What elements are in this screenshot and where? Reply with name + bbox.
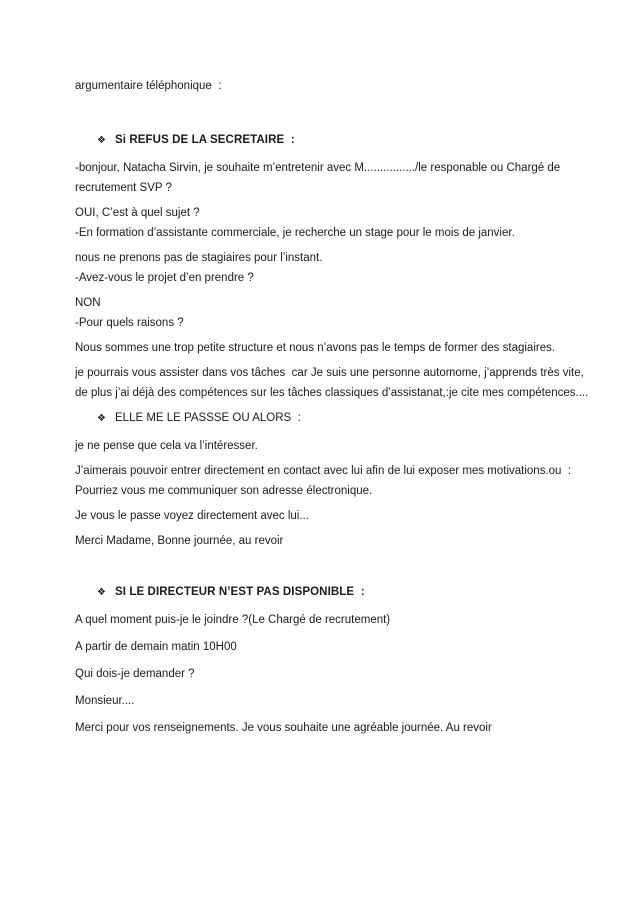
text-line: Qui dois-je demander ?	[75, 668, 195, 680]
heading-text: Si REFUS DE LA SECRETAIRE :	[115, 134, 295, 146]
paragraph-pas-de-stagiaires	[75, 248, 583, 288]
diamond-bullet-icon: ❖	[97, 135, 106, 146]
text-line: NON	[75, 297, 101, 309]
text-line: -Pour quels raisons ?	[75, 317, 184, 329]
text-line: -bonjour, Natacha Sirvin, je souhaite m’entretenir avec M................/le responable ou Chargé de	[75, 162, 561, 174]
diamond-bullet-icon: ❖	[97, 413, 106, 424]
heading-text: ELLE ME LE PASSSE OU ALORS :	[115, 412, 301, 424]
text-line: Je vous le passe voyez directement avec lui...	[75, 510, 309, 522]
paragraph-je-ne-pense	[75, 436, 583, 456]
paragraph-je-vous-le-passe	[75, 506, 583, 526]
paragraph-merci-madame	[75, 531, 583, 551]
paragraph-intro	[75, 76, 583, 96]
empty-paragraph-gap	[75, 556, 583, 582]
paragraph-oui-sujet	[75, 203, 583, 243]
text-line: J’aimerais pouvoir entrer directement en contact avec lui afin de lui exposer mes motivations.ou :	[75, 465, 572, 477]
text-line: de plus j’ai déjà des compétences sur les tâches classiques d’assistanat,:je cite mes compétences....	[75, 387, 589, 399]
paragraph-a-quel-moment	[75, 610, 583, 630]
diamond-bullet-icon: ❖	[97, 587, 106, 598]
paragraph-a-partir	[75, 637, 583, 657]
text-line: Merci Madame, Bonne journée, au revoir	[75, 535, 284, 547]
text-line: Monsieur....	[75, 695, 135, 707]
text-line: recrutement SVP ?	[75, 182, 172, 194]
text-line: -En formation d’assistante commerciale, je recherche un stage pour le mois de janvier.	[75, 227, 515, 239]
text-line: -Avez-vous le projet d’en prendre ?	[75, 272, 254, 284]
paragraph-je-pourrais	[75, 363, 589, 403]
paragraph-merci-renseignements	[75, 718, 583, 738]
paragraph-qui-demander	[75, 664, 583, 684]
text-line: A quel moment puis-je le joindre ?(Le Chargé de recrutement)	[75, 614, 391, 626]
paragraph-jaimerais	[75, 461, 583, 501]
heading-text: SI LE DIRECTEUR N’EST PAS DISPONIBLE :	[115, 586, 365, 598]
section-heading-directeur	[75, 582, 583, 603]
text-line: Nous sommes une trop petite structure et nous n’avons pas le temps de former des stagiaires.	[75, 342, 556, 354]
text-line: A partir de demain matin 10H00	[75, 641, 237, 653]
text-line: Merci pour vos renseignements. Je vous souhaite une agréable journée. Au revoir	[75, 722, 492, 734]
section-heading-refus-secretaire	[75, 130, 583, 151]
empty-paragraph-gap	[75, 101, 583, 130]
paragraph-petite-structure	[75, 338, 583, 358]
text-line: je ne pense que cela va l’intéresser.	[75, 440, 258, 452]
paragraph-non	[75, 293, 583, 333]
text-line: OUI, C’est à quel sujet ?	[75, 207, 200, 219]
text-line: je pourrais vous assister dans vos tâches car Je suis une personne automome, j’apprends très vite,	[75, 367, 584, 379]
text-line: Pourriez vous me communiquer son adresse électronique.	[75, 485, 373, 497]
section-heading-elle-me-passe	[75, 408, 583, 429]
text-line: nous ne prenons pas de stagiaires pour l’instant.	[75, 252, 323, 264]
paragraph-monsieur	[75, 691, 583, 711]
paragraph-bonjour	[75, 158, 583, 198]
text-line: argumentaire téléphonique :	[75, 80, 222, 92]
